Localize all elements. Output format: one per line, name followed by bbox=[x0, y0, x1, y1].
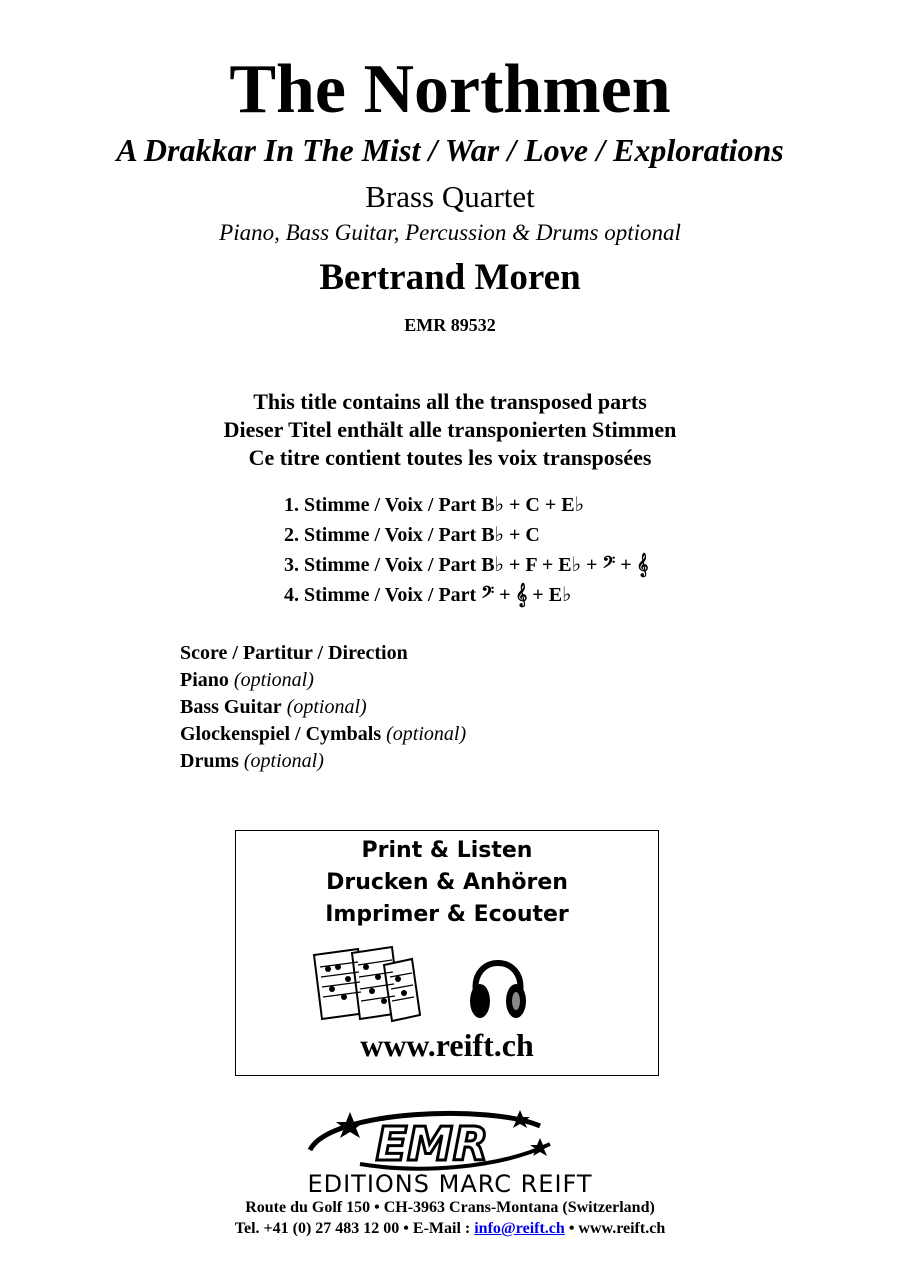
subtitle: A Drakkar In The Mist / War / Love / Explorations bbox=[116, 132, 784, 168]
promo-line-german: Drucken & Anhören bbox=[326, 870, 568, 895]
notice-english: This title contains all the transposed parts bbox=[253, 389, 647, 414]
list-item bbox=[180, 694, 466, 721]
part-label: 3. Stimme / Voix / Part bbox=[284, 554, 482, 576]
list-item bbox=[180, 748, 466, 775]
item-name: Bass Guitar bbox=[180, 696, 282, 718]
sheet-music-icon bbox=[308, 943, 424, 1023]
part-row bbox=[284, 552, 649, 582]
promo-line-french: Imprimer & Ecouter bbox=[325, 902, 569, 927]
print-listen-promo[interactable] bbox=[235, 830, 659, 1076]
headphones-icon bbox=[468, 943, 528, 1023]
catalog-number: EMR 89532 bbox=[404, 315, 496, 335]
contact-suffix: • www.reift.ch bbox=[564, 1220, 666, 1237]
contact-prefix: Tel. +41 (0) 27 483 12 00 • E-Mail : bbox=[234, 1220, 475, 1237]
parts-list bbox=[284, 492, 649, 612]
list-item bbox=[180, 640, 466, 667]
email-link[interactable]: info@reift.ch bbox=[474, 1220, 565, 1237]
part-row bbox=[284, 522, 649, 552]
item-name: Piano bbox=[180, 669, 229, 691]
part-keys: B♭ + F + E♭ + 𝄢 + 𝄞 bbox=[481, 554, 649, 576]
item-note: (optional) bbox=[233, 669, 314, 691]
part-keys: B♭ + C + E♭ bbox=[481, 494, 585, 516]
part-label: 1. Stimme / Voix / Part bbox=[284, 494, 482, 516]
publisher-contact bbox=[0, 1218, 900, 1240]
notice-german: Dieser Titel enthält alle transponierten Stimmen bbox=[223, 417, 677, 442]
composer: Bertrand Moren bbox=[319, 257, 581, 298]
page-title: The Northmen bbox=[229, 51, 671, 128]
item-name: Drums bbox=[180, 750, 239, 772]
publisher-name: EDITIONS MARC REIFT bbox=[307, 1170, 593, 1198]
emr-logo-text: EMR bbox=[375, 1117, 489, 1171]
part-row bbox=[284, 492, 649, 522]
part-label: 2. Stimme / Voix / Part bbox=[284, 524, 482, 546]
item-name: Score / Partitur / Direction bbox=[180, 642, 408, 664]
additional-parts-list bbox=[180, 640, 466, 775]
item-note: (optional) bbox=[286, 696, 367, 718]
optional-instruments: Piano, Bass Guitar, Percussion & Drums optional bbox=[219, 220, 681, 245]
part-label: 4. Stimme / Voix / Part bbox=[284, 584, 482, 606]
promo-line-english: Print & Listen bbox=[361, 838, 533, 863]
part-row bbox=[284, 582, 649, 612]
transposed-parts-notice bbox=[0, 388, 900, 472]
part-keys: B♭ + C bbox=[481, 524, 540, 546]
item-note: (optional) bbox=[386, 723, 467, 745]
emr-logo bbox=[300, 1104, 570, 1176]
ensemble: Brass Quartet bbox=[365, 179, 535, 214]
item-note: (optional) bbox=[243, 750, 324, 772]
promo-url[interactable]: www.reift.ch bbox=[360, 1027, 534, 1063]
part-keys: 𝄢 + 𝄞 + E♭ bbox=[481, 584, 572, 606]
item-name: Glockenspiel / Cymbals bbox=[180, 723, 382, 745]
list-item bbox=[180, 721, 466, 748]
publisher-address: Route du Golf 150 • CH-3963 Crans-Montana (Switzerland) bbox=[245, 1199, 655, 1216]
notice-french: Ce titre contient toutes les voix transposées bbox=[248, 445, 652, 470]
list-item bbox=[180, 667, 466, 694]
